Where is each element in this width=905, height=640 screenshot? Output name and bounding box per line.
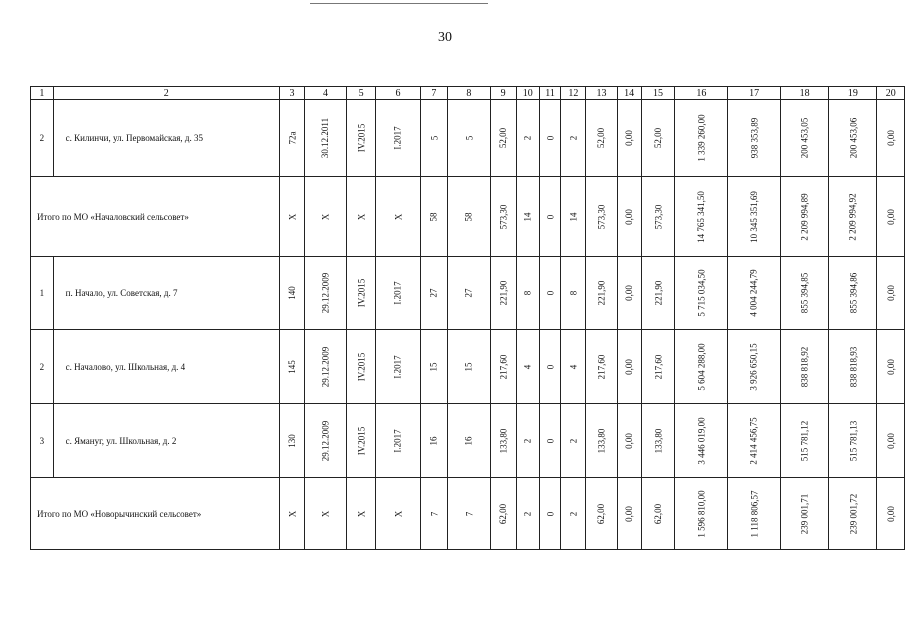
cell-col-20 [877, 478, 905, 550]
cell-value: 4 [568, 364, 579, 369]
cell-col-15 [641, 100, 675, 177]
cell-col-11 [539, 177, 560, 257]
cell-value: I.2017 [392, 354, 403, 379]
cell-col-4 [305, 257, 347, 330]
cell-value: 29.12.2009 [320, 272, 331, 314]
cell-value: X [392, 213, 403, 220]
cell-value: 573,30 [498, 204, 509, 229]
cell-value: 0,00 [885, 358, 896, 375]
cell-value: 0,00 [885, 285, 896, 301]
cell-value: 14 [522, 212, 533, 221]
cell-col-15 [641, 404, 675, 478]
table-body [31, 87, 905, 550]
cell-col-14 [617, 330, 641, 404]
cell-col-9 [490, 177, 516, 257]
total-label [31, 478, 280, 550]
cell-value: 2 [568, 438, 579, 443]
row-number: 3 [31, 404, 54, 478]
cell-col-13 [586, 330, 617, 404]
cell-value: IV.2015 [356, 123, 367, 153]
cell-value: 838 818,93 [847, 346, 858, 387]
cell-col-6 [376, 404, 420, 478]
address-cell [53, 330, 279, 404]
column-number-9: 9 [490, 87, 516, 100]
table-row [31, 257, 905, 330]
cell-value: 62,00 [653, 503, 663, 524]
cell-col-15 [641, 330, 675, 404]
table-row [31, 330, 905, 404]
cell-value: 0,00 [624, 432, 635, 449]
cell-value: X [287, 213, 298, 220]
cell-col-20 [877, 100, 905, 177]
cell-col-18 [780, 100, 828, 177]
cell-value: 0,00 [624, 130, 635, 146]
cell-col-5 [346, 100, 376, 177]
cell-value: 14 765 341,50 [696, 190, 707, 243]
cell-value: 200 453,05 [799, 117, 810, 159]
cell-value: 0,00 [885, 208, 896, 225]
cell-value: 2 [522, 511, 533, 516]
cell-col-20 [877, 330, 905, 404]
address-text: п. Начало, ул. Советская, д. 7 [65, 288, 178, 298]
cell-value: 221,90 [653, 280, 663, 306]
cell-col-14 [617, 100, 641, 177]
cell-col-6 [376, 100, 420, 177]
cell-value: 130 [287, 433, 298, 448]
cell-value: 1 339 260,00 [696, 114, 707, 162]
cell-col-7 [420, 177, 448, 257]
row-number: 2 [31, 100, 54, 177]
cell-col-7 [420, 257, 448, 330]
cell-value: 5 715 034,50 [696, 269, 707, 317]
column-number-11: 11 [539, 87, 560, 100]
cell-col-4 [305, 177, 347, 257]
cell-col-19 [829, 100, 877, 177]
cell-col-11 [539, 100, 560, 177]
cell-value: 133,80 [653, 428, 663, 453]
cell-col-3 [279, 100, 304, 177]
cell-col-17 [728, 330, 781, 404]
cell-col-3 [279, 257, 304, 330]
cell-value: 573,30 [596, 204, 607, 229]
cell-col-13 [586, 257, 617, 330]
cell-value: 217,60 [653, 354, 663, 379]
cell-col-17 [728, 177, 781, 257]
cell-value: 52,00 [653, 127, 663, 149]
cell-value: 72а [287, 131, 298, 145]
row-number: 1 [31, 257, 54, 330]
cell-col-16 [675, 478, 728, 550]
cell-col-19 [829, 330, 877, 404]
total-row [31, 177, 905, 257]
cell-value: X [392, 510, 403, 517]
cell-col-12 [561, 404, 586, 478]
cell-col-16 [675, 404, 728, 478]
cell-col-6 [376, 330, 420, 404]
column-number-row [31, 87, 905, 100]
address-cell [53, 404, 279, 478]
cell-col-9 [490, 100, 516, 177]
cell-col-11 [539, 330, 560, 404]
cell-value: 0 [545, 364, 556, 369]
cell-value: 239 001,72 [847, 493, 858, 534]
cell-col-13 [586, 478, 617, 550]
column-number-4: 4 [305, 87, 347, 100]
cell-value: 0,00 [624, 358, 635, 375]
cell-value: 2 [568, 511, 579, 516]
cell-col-16 [675, 330, 728, 404]
cell-col-20 [877, 404, 905, 478]
cell-value: 7 [428, 511, 439, 516]
cell-value: 855 394,86 [847, 272, 858, 314]
cell-value: 10 345 351,69 [749, 190, 760, 243]
cell-value: 27 [463, 288, 474, 298]
cell-value: 2 [522, 135, 533, 141]
cell-value: 200 453,06 [847, 117, 858, 159]
cell-col-6 [376, 478, 420, 550]
column-number-10: 10 [516, 87, 539, 100]
cell-col-16 [675, 177, 728, 257]
cell-value: 58 [428, 212, 439, 221]
cell-col-12 [561, 330, 586, 404]
cell-value: 14 [568, 212, 579, 221]
cell-col-15 [641, 257, 675, 330]
column-number-18: 18 [780, 87, 828, 100]
cell-value: 2 209 994,89 [799, 192, 810, 241]
cell-col-8 [448, 177, 490, 257]
cell-value: X [356, 213, 367, 220]
cell-col-11 [539, 257, 560, 330]
cell-value: 2 [522, 438, 533, 443]
cell-col-12 [561, 478, 586, 550]
cell-value: 573,30 [653, 204, 663, 229]
cell-value: 855 394,85 [799, 272, 810, 314]
cell-col-18 [780, 478, 828, 550]
cell-col-15 [641, 478, 675, 550]
cell-value: 52,00 [498, 127, 509, 149]
cell-col-6 [376, 177, 420, 257]
cell-value: 0,00 [624, 505, 635, 522]
cell-value: 838 818,92 [799, 346, 810, 387]
cell-value: 0 [545, 438, 556, 443]
cell-value: 515 781,13 [847, 420, 858, 461]
column-number-14: 14 [617, 87, 641, 100]
cell-value: 0 [545, 214, 556, 219]
column-number-15: 15 [641, 87, 675, 100]
cell-col-3 [279, 330, 304, 404]
cell-value: 15 [463, 362, 474, 371]
cell-col-14 [617, 478, 641, 550]
cell-value: 140 [287, 286, 298, 300]
cell-value: 27 [428, 288, 439, 298]
cell-value: 0 [545, 135, 556, 141]
cell-value: 0,00 [624, 208, 635, 225]
cell-col-5 [346, 177, 376, 257]
cell-value: 2 [568, 135, 579, 141]
cell-value: 0,00 [885, 130, 896, 146]
cell-value: 515 781,12 [799, 420, 810, 461]
cell-col-9 [490, 404, 516, 478]
cell-col-18 [780, 257, 828, 330]
cell-col-10 [516, 330, 539, 404]
cell-value: 133,80 [596, 428, 607, 453]
cell-col-17 [728, 257, 781, 330]
cell-value: 62,00 [498, 503, 509, 524]
row-number: 2 [31, 330, 54, 404]
cell-value: 3 446 019,00 [696, 416, 707, 465]
column-number-6: 6 [376, 87, 420, 100]
cell-col-19 [829, 257, 877, 330]
page-number: 30 [438, 30, 452, 45]
cell-value: 8 [522, 290, 533, 296]
cell-col-3 [279, 177, 304, 257]
cell-value: 52,00 [596, 127, 607, 149]
cell-col-17 [728, 478, 781, 550]
cell-value: 7 [463, 511, 474, 516]
cell-value: 2 209 994,92 [847, 192, 858, 241]
cell-value: 5 [428, 135, 439, 141]
cell-value: 217,60 [596, 354, 607, 379]
cell-col-10 [516, 478, 539, 550]
cell-col-8 [448, 100, 490, 177]
top-rule [310, 3, 488, 4]
cell-value: 217,60 [498, 354, 509, 379]
address-text: с. Началово, ул. Школьная, д. 4 [65, 361, 186, 372]
cell-value: 58 [463, 212, 474, 221]
column-number-7: 7 [420, 87, 448, 100]
total-label-text: Итого по МО «Новорычинский сельсовет» [37, 508, 202, 519]
cell-col-8 [448, 257, 490, 330]
cell-value: 2 414 456,75 [749, 416, 760, 465]
cell-value: 1 596 810,00 [696, 489, 707, 538]
cell-value: 3 926 650,15 [749, 342, 760, 391]
cell-value: IV.2015 [356, 278, 367, 308]
cell-col-12 [561, 100, 586, 177]
cell-value: 0 [545, 290, 556, 296]
cell-col-8 [448, 330, 490, 404]
cell-col-7 [420, 404, 448, 478]
cell-value: I.2017 [392, 428, 403, 453]
cell-col-17 [728, 404, 781, 478]
cell-col-4 [305, 478, 347, 550]
address-cell [53, 257, 279, 330]
cell-value: I.2017 [392, 126, 403, 150]
cell-col-7 [420, 100, 448, 177]
cell-col-4 [305, 404, 347, 478]
address-text: с. Килинчи, ул. Первомайская, д. 35 [65, 133, 203, 143]
cell-value: 29.12.2009 [320, 420, 331, 461]
column-number-2: 2 [53, 87, 279, 100]
cell-value: 16 [463, 436, 474, 445]
cell-col-5 [346, 257, 376, 330]
table-row [31, 100, 905, 177]
column-number-12: 12 [561, 87, 586, 100]
cell-value: X [356, 510, 367, 517]
cell-col-3 [279, 478, 304, 550]
cell-value: 4 004 244,79 [749, 269, 760, 317]
cell-col-5 [346, 404, 376, 478]
cell-value: X [320, 213, 331, 220]
cell-value: 221,90 [596, 280, 607, 306]
table-row [31, 404, 905, 478]
cell-col-16 [675, 257, 728, 330]
column-number-19: 19 [829, 87, 877, 100]
cell-col-13 [586, 404, 617, 478]
total-label-text: Итого по МО «Началовский сельсовет» [37, 211, 189, 222]
cell-value: 30.12.2011 [320, 117, 331, 159]
cell-col-14 [617, 177, 641, 257]
cell-col-14 [617, 404, 641, 478]
cell-value: 145 [287, 359, 298, 374]
cell-col-20 [877, 257, 905, 330]
total-row [31, 478, 905, 550]
column-number-17: 17 [728, 87, 781, 100]
cell-value: 5 [463, 135, 474, 141]
cell-col-18 [780, 177, 828, 257]
address-cell [53, 100, 279, 177]
cell-value: 221,90 [498, 280, 509, 306]
cell-col-13 [586, 100, 617, 177]
cell-value: IV.2015 [356, 352, 367, 381]
cell-col-4 [305, 330, 347, 404]
total-label [31, 177, 280, 257]
cell-col-3 [279, 404, 304, 478]
cell-value: X [320, 510, 331, 517]
cell-value: 0 [545, 511, 556, 516]
cell-col-19 [829, 478, 877, 550]
cell-value: 1 118 806,57 [749, 490, 760, 537]
cell-col-19 [829, 177, 877, 257]
cell-col-19 [829, 404, 877, 478]
cell-col-17 [728, 100, 781, 177]
cell-value: 4 [522, 364, 533, 369]
cell-col-8 [448, 478, 490, 550]
cell-col-7 [420, 330, 448, 404]
cell-value: 938 353,89 [749, 117, 760, 159]
cell-col-18 [780, 330, 828, 404]
address-text: с. Ямануг, ул. Школьная, д. 2 [65, 435, 177, 446]
cell-col-10 [516, 177, 539, 257]
column-number-20: 20 [877, 87, 905, 100]
column-number-1: 1 [31, 87, 54, 100]
cell-value: 8 [568, 290, 579, 296]
cell-col-14 [617, 257, 641, 330]
cell-value: IV.2015 [356, 426, 367, 455]
cell-col-7 [420, 478, 448, 550]
cell-value: 0,00 [885, 505, 896, 522]
cell-col-16 [675, 100, 728, 177]
cell-col-4 [305, 100, 347, 177]
cell-col-12 [561, 177, 586, 257]
cell-col-9 [490, 257, 516, 330]
cell-value: 239 001,71 [799, 493, 810, 534]
cell-value: 29.12.2009 [320, 346, 331, 387]
cell-col-11 [539, 404, 560, 478]
column-number-3: 3 [279, 87, 304, 100]
cell-value: 0,00 [885, 432, 896, 449]
cell-value: I.2017 [392, 281, 403, 305]
cell-value: 16 [428, 436, 439, 445]
cell-col-13 [586, 177, 617, 257]
cell-col-5 [346, 478, 376, 550]
column-number-8: 8 [448, 87, 490, 100]
cell-col-12 [561, 257, 586, 330]
cell-value: 62,00 [596, 503, 607, 524]
cell-value: X [287, 510, 298, 517]
cell-value: 0,00 [624, 285, 635, 301]
cell-col-15 [641, 177, 675, 257]
cell-col-8 [448, 404, 490, 478]
cell-col-5 [346, 330, 376, 404]
cell-col-10 [516, 257, 539, 330]
register-table [30, 86, 905, 550]
cell-col-10 [516, 100, 539, 177]
cell-value: 5 604 288,00 [696, 342, 707, 391]
cell-col-11 [539, 478, 560, 550]
cell-col-9 [490, 478, 516, 550]
column-number-16: 16 [675, 87, 728, 100]
cell-col-10 [516, 404, 539, 478]
cell-col-9 [490, 330, 516, 404]
cell-col-6 [376, 257, 420, 330]
cell-col-18 [780, 404, 828, 478]
cell-value: 15 [428, 362, 439, 371]
column-number-5: 5 [346, 87, 376, 100]
cell-col-20 [877, 177, 905, 257]
column-number-13: 13 [586, 87, 617, 100]
cell-value: 133,80 [498, 428, 509, 453]
